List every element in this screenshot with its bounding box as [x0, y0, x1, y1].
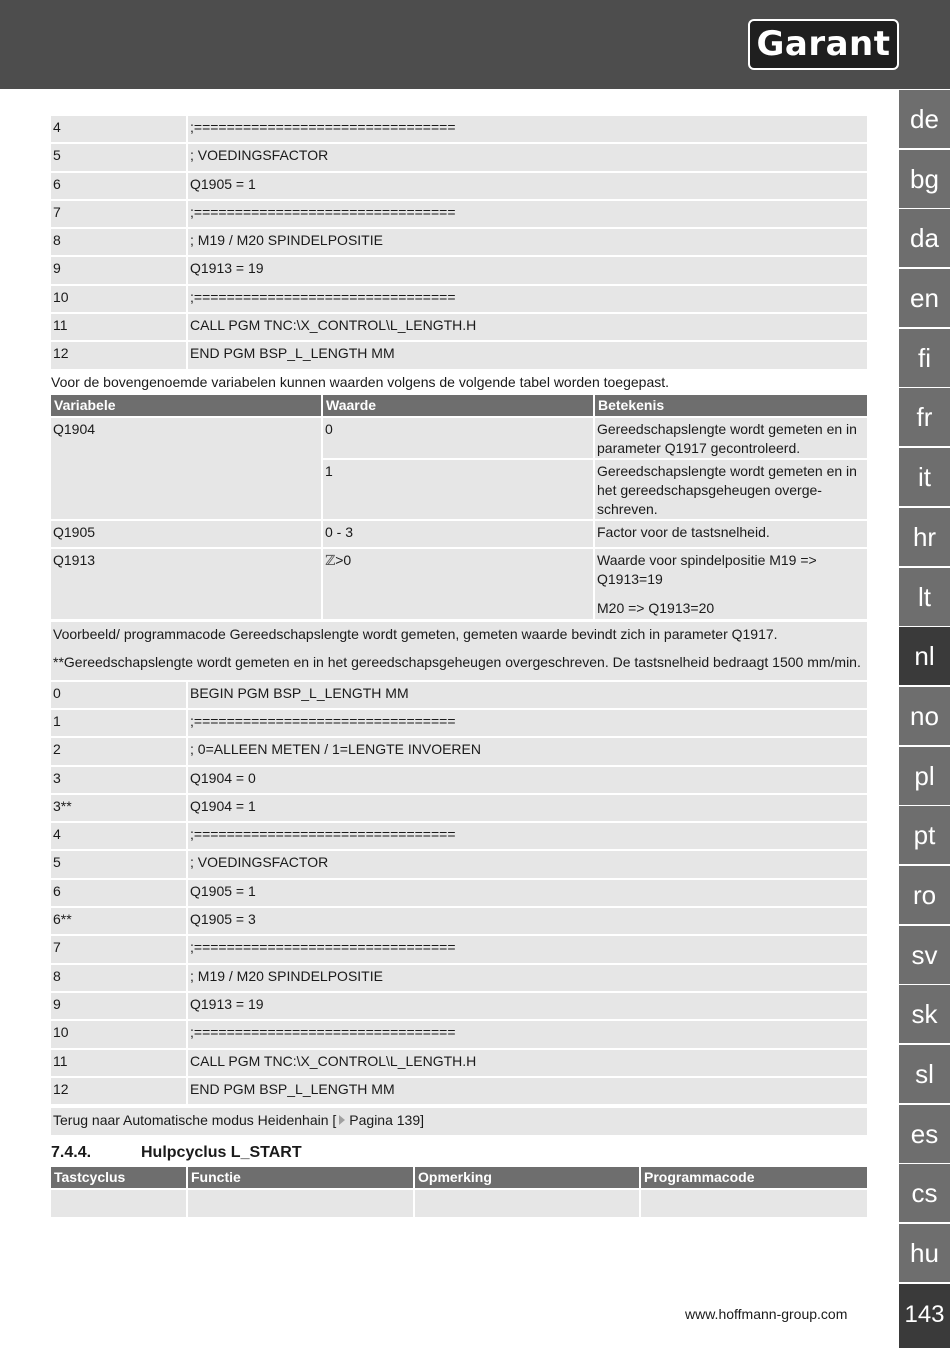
code-line: Q1905 = 1 — [188, 880, 867, 906]
language-tab-bg[interactable]: bg — [899, 150, 950, 208]
code-row — [51, 1050, 867, 1076]
code-row — [51, 173, 867, 199]
code-row — [51, 738, 867, 764]
code-row — [51, 342, 867, 368]
variable-name: Q1913 — [51, 549, 321, 619]
code-row — [51, 767, 867, 793]
code-row — [51, 1078, 867, 1104]
page-number: 143 — [899, 1284, 950, 1348]
page-content — [51, 116, 867, 1217]
page-link[interactable]: Pagina 139] — [349, 1112, 425, 1129]
line-number: 8 — [51, 229, 186, 255]
code-row — [51, 257, 867, 283]
header-functie: Functie — [188, 1167, 413, 1188]
variable-description: Gereedschapslengte wordt gemeten en in parameter Q1917 gecontroleerd. — [595, 418, 867, 458]
code-line: CALL PGM TNC:\X_CONTROL\L_LENGTH.H — [188, 1050, 867, 1076]
language-tabs — [899, 90, 950, 1284]
variable-description — [595, 549, 867, 619]
line-number: 1 — [51, 710, 186, 736]
line-number: 3** — [51, 795, 186, 821]
line-number: 6 — [51, 880, 186, 906]
code-line: ;================================ — [188, 710, 867, 736]
example-line: Voorbeeld/ programmacode Gereedschapslengte wordt gemeten, gemeten waarde bevindt zich in parameter Q1917. — [53, 625, 778, 642]
example-note — [51, 622, 867, 680]
intro-text: Voor de bovengenoemde variabelen kunnen waarden volgens de volgende tabel worden toegepast. — [51, 373, 670, 390]
language-tab-lt[interactable]: lt — [899, 568, 950, 626]
code-line: BEGIN PGM BSP_L_LENGTH MM — [188, 682, 867, 708]
language-tab-pt[interactable]: pt — [899, 806, 950, 864]
line-number: 9 — [51, 257, 186, 283]
description-line: Waarde voor spindelpositie M19 => Q1913=19 — [597, 551, 817, 587]
line-number: 5 — [51, 851, 186, 877]
code-row — [51, 314, 867, 340]
code-row — [51, 201, 867, 227]
code-line: Q1905 = 1 — [188, 173, 867, 199]
section-title: Hulpcyclus L_START — [141, 1144, 302, 1162]
language-tab-fi[interactable]: fi — [899, 329, 950, 387]
footer-url[interactable]: www.hoffmann-group.com — [685, 1306, 848, 1322]
code-line: Q1904 = 1 — [188, 795, 867, 821]
variable-row-q1905 — [51, 521, 867, 547]
language-tab-it[interactable]: it — [899, 448, 950, 506]
language-tab-hu[interactable]: hu — [899, 1224, 950, 1282]
language-tab-sk[interactable]: sk — [899, 985, 950, 1043]
header-tastcyclus: Tastcyclus — [51, 1167, 186, 1188]
line-number: 7 — [51, 201, 186, 227]
variable-row-q1904 — [51, 418, 867, 519]
code-row — [51, 795, 867, 821]
code-line: END PGM BSP_L_LENGTH MM — [188, 1078, 867, 1104]
line-number: 6** — [51, 908, 186, 934]
code-line: ; 0=ALLEEN METEN / 1=LENGTE INVOEREN — [188, 738, 867, 764]
variable-value: 0 - 3 — [323, 521, 593, 547]
language-tab-es[interactable]: es — [899, 1105, 950, 1163]
language-tab-no[interactable]: no — [899, 687, 950, 745]
line-number: 10 — [51, 286, 186, 312]
line-number: 6 — [51, 173, 186, 199]
line-number: 0 — [51, 682, 186, 708]
header-opmerking: Opmerking — [415, 1167, 639, 1188]
code-line: ; M19 / M20 SPINDELPOSITIE — [188, 965, 867, 991]
line-number: 11 — [51, 314, 186, 340]
code-row — [51, 851, 867, 877]
code-row — [51, 229, 867, 255]
variable-name: Q1904 — [51, 418, 321, 519]
language-tab-en[interactable]: en — [899, 269, 950, 327]
code-table-top — [51, 116, 867, 369]
cycle-table-header — [51, 1167, 867, 1188]
code-row — [51, 823, 867, 849]
table-cell — [641, 1190, 867, 1217]
header-programmacode: Programmacode — [641, 1167, 867, 1188]
line-number: 5 — [51, 144, 186, 170]
code-row — [51, 1021, 867, 1047]
language-tab-cs[interactable]: cs — [899, 1164, 950, 1222]
code-row — [51, 908, 867, 934]
description-line: M20 => Q1913=20 — [597, 599, 715, 616]
language-tab-sl[interactable]: sl — [899, 1045, 950, 1103]
code-line: Q1904 = 0 — [188, 767, 867, 793]
variable-value: 0 — [323, 418, 593, 458]
section-number: 7.4.4. — [51, 1144, 92, 1162]
code-line: ;================================ — [188, 936, 867, 962]
line-number: 4 — [51, 116, 186, 142]
variable-value: 1 — [323, 460, 593, 519]
code-row — [51, 144, 867, 170]
line-number: 12 — [51, 342, 186, 368]
code-line: ;================================ — [188, 286, 867, 312]
line-number: 4 — [51, 823, 186, 849]
code-row — [51, 116, 867, 142]
code-line: ;================================ — [188, 1021, 867, 1047]
language-tab-hr[interactable]: hr — [899, 508, 950, 566]
language-tab-nl[interactable]: nl — [899, 627, 950, 685]
code-line: ;================================ — [188, 116, 867, 142]
code-row — [51, 286, 867, 312]
line-number: 2 — [51, 738, 186, 764]
header-waarde: Waarde — [323, 395, 593, 416]
code-line: END PGM BSP_L_LENGTH MM — [188, 342, 867, 368]
variable-description: Gereedschapslengte wordt gemeten en in het gereedschapsgeheugen overge-schreven. — [595, 460, 867, 519]
table-cell — [51, 1190, 186, 1217]
variable-value — [323, 549, 593, 619]
language-tab-fr[interactable]: fr — [899, 388, 950, 446]
line-number: 3 — [51, 767, 186, 793]
code-row — [51, 993, 867, 1019]
back-link-text: Terug naar Automatische modus Heidenhain [ — [53, 1112, 337, 1129]
code-line: ;================================ — [188, 201, 867, 227]
section-heading — [51, 1143, 867, 1163]
page-link-arrow-icon — [339, 1115, 345, 1125]
language-tab-ro[interactable]: ro — [899, 866, 950, 924]
table-cell — [188, 1190, 413, 1217]
variable-description: Factor voor de tastsnelheid. — [595, 521, 867, 547]
line-number: 10 — [51, 1021, 186, 1047]
garant-logo: Garant — [748, 19, 899, 70]
line-number: 7 — [51, 936, 186, 962]
header-variabele: Variabele — [51, 395, 321, 416]
code-row — [51, 682, 867, 708]
variable-table-header — [51, 395, 867, 416]
example-line: **Gereedschapslengte wordt gemeten en in het gereedschapsgeheugen overgeschreven. De tastsnelheid bedraagt 1500 mm/min. — [53, 653, 861, 670]
code-line: ;================================ — [188, 823, 867, 849]
line-number: 12 — [51, 1078, 186, 1104]
back-link-row — [51, 1108, 867, 1135]
header-bar — [0, 0, 950, 89]
integer-set-symbol: ℤ — [325, 552, 336, 569]
code-row — [51, 710, 867, 736]
line-number: 11 — [51, 1050, 186, 1076]
code-table-bottom — [51, 682, 867, 1104]
language-tab-pl[interactable]: pl — [899, 747, 950, 805]
code-line: CALL PGM TNC:\X_CONTROL\L_LENGTH.H — [188, 314, 867, 340]
code-row — [51, 936, 867, 962]
code-line: Q1913 = 19 — [188, 257, 867, 283]
cycle-table-row — [51, 1190, 867, 1217]
variable-name: Q1905 — [51, 521, 321, 547]
language-tab-da[interactable]: da — [899, 209, 950, 267]
code-line: Q1913 = 19 — [188, 993, 867, 1019]
header-betekenis: Betekenis — [595, 395, 867, 416]
code-row — [51, 880, 867, 906]
code-line: ; VOEDINGSFACTOR — [188, 144, 867, 170]
code-line: Q1905 = 3 — [188, 908, 867, 934]
code-row — [51, 965, 867, 991]
language-tab-de[interactable]: de — [899, 90, 950, 148]
line-number: 8 — [51, 965, 186, 991]
table-cell — [415, 1190, 639, 1217]
language-tab-sv[interactable]: sv — [899, 926, 950, 984]
code-line: ; VOEDINGSFACTOR — [188, 851, 867, 877]
code-line: ; M19 / M20 SPINDELPOSITIE — [188, 229, 867, 255]
value-condition: >0 — [335, 551, 352, 568]
line-number: 9 — [51, 993, 186, 1019]
variable-row-q1913 — [51, 549, 867, 619]
